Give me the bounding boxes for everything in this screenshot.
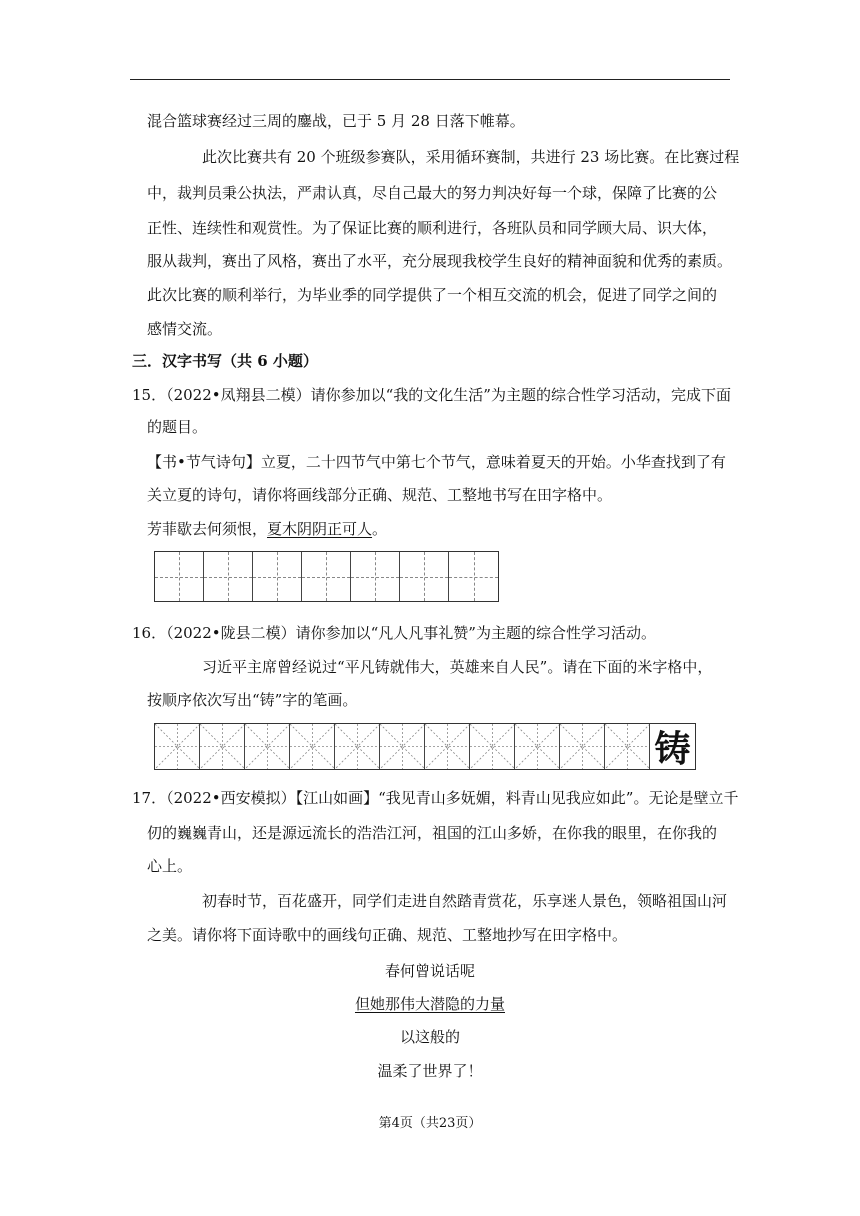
- mi-cell[interactable]: [605, 724, 650, 769]
- mi-cell[interactable]: [155, 724, 200, 769]
- para-line: 服从裁判，赛出了风格，赛出了水平，充分展现我校学生良好的精神面貌和优秀的素质。: [147, 252, 733, 270]
- tian-grid: [154, 551, 499, 602]
- tian-cell[interactable]: [302, 552, 351, 601]
- para-line: 此次比赛共有 20 个班级参赛队，采用循环赛制，共进行 23 场比赛。在比赛过程: [202, 148, 740, 166]
- tian-cell[interactable]: [351, 552, 400, 601]
- header-rule: [130, 79, 730, 80]
- mi-cell[interactable]: [200, 724, 245, 769]
- poem-underlined: 但她那伟大潜隐的力量: [354, 995, 505, 1013]
- q17-text: 仞的巍巍青山，还是源远流长的浩浩江河，祖国的江山多娇，在你我的眼里，在你我的: [147, 824, 718, 842]
- q15-text: 的题目。: [147, 418, 208, 436]
- para-line: 此次比赛的顺利举行，为毕业季的同学提供了一个相互交流的机会，促进了同学之间的: [147, 286, 718, 304]
- q15-text: 【书•节气诗句】立夏，二十四节气中第七个节气，意味着夏天的开始。小华查找到了有: [147, 453, 726, 471]
- poem-line: 以这般的: [399, 1028, 460, 1046]
- q16-text: 16．（2022•陇县二模）请你参加以“凡人凡事礼赞”为主题的综合性学习活动。: [132, 624, 656, 642]
- q17-text: 初春时节，百花盛开，同学们走进自然踏青赏花，乐享迷人景色，领略祖国山河: [202, 892, 728, 910]
- q17-text: 之美。请你将下面诗歌中的画线句正确、规范、工整地抄写在田字格中。: [147, 926, 628, 944]
- mi-cell[interactable]: [470, 724, 515, 769]
- para-line: 混合篮球赛经过三周的鏖战，已于 5 月 28 日落下帷幕。: [147, 112, 525, 130]
- q16-text: 习近平主席曾经说过“平凡铸就伟大，英雄来自人民”。请在下面的米字格中，: [202, 658, 713, 676]
- q15-text: 关立夏的诗句，请你将画线部分正确、规范、工整地书写在田字格中。: [147, 486, 613, 504]
- mi-cell[interactable]: [335, 724, 380, 769]
- q16-text: 按顺序依次写出“铸”字的笔画。: [147, 691, 358, 709]
- mi-cell[interactable]: [560, 724, 605, 769]
- poem-plain: 芳菲歇去何须恨，: [147, 520, 268, 538]
- para-line: 感情交流。: [147, 320, 223, 338]
- mi-cell-sample-char: 铸: [654, 729, 691, 769]
- tian-cell[interactable]: [204, 552, 253, 601]
- para-line: 正性、连续性和观赏性。为了保证比赛的顺利进行，各班队员和同学顾大局、识大体，: [147, 219, 718, 237]
- tian-cell[interactable]: [400, 552, 449, 601]
- tian-cell[interactable]: [449, 552, 498, 601]
- q17-text: 17．（2022•西安模拟）【江山如画】“我见青山多妩媚，料青山见我应如此”。无论是壁立千: [132, 789, 739, 807]
- section-title: 三．汉字书写（共 6 小题）: [132, 352, 318, 370]
- para-line: 中，裁判员秉公执法，严肃认真，尽自己最大的努力判决好每一个球，保障了比赛的公: [147, 184, 718, 202]
- mi-cell[interactable]: [425, 724, 470, 769]
- q17-text: 心上。: [147, 857, 193, 875]
- mi-cell[interactable]: [515, 724, 560, 769]
- mi-cell[interactable]: [245, 724, 290, 769]
- tian-cell[interactable]: [155, 552, 204, 601]
- mi-cell[interactable]: [380, 724, 425, 769]
- poem-end: 。: [372, 520, 388, 538]
- tian-cell[interactable]: [253, 552, 302, 601]
- mi-cell[interactable]: [290, 724, 335, 769]
- poem-line: 温柔了世界了！: [377, 1062, 483, 1080]
- poem-line: [130, 993, 730, 1014]
- page-footer: 第4页（共23页）: [378, 1116, 482, 1131]
- q15-text: 15．（2022•凤翔县二模）请你参加以“我的文化生活”为主题的综合性学习活动，完成下面: [132, 386, 731, 404]
- q15-poem: [147, 518, 387, 539]
- mi-grid: [154, 723, 696, 770]
- poem-underlined: 夏木阴阴正可人: [267, 520, 373, 538]
- poem-line: 春何曾说话呢: [384, 962, 475, 980]
